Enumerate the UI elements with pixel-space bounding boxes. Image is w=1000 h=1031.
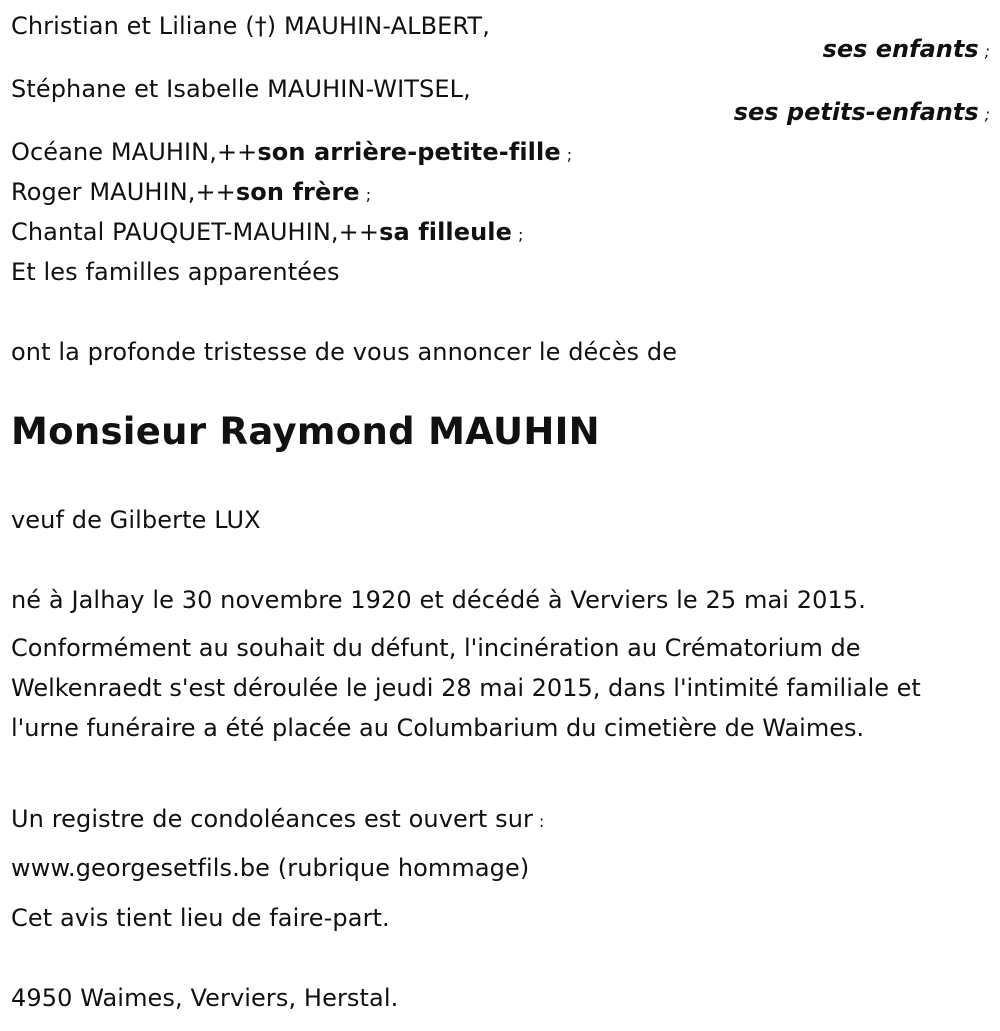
condolences-website: www.georgesetfils.be (rubrique hommage) — [11, 854, 530, 882]
birth-death-line: né à Jalhay le 30 novembre 1920 et décédé à Verviers le 25 mai 2015. — [11, 586, 866, 614]
relative-name: Roger MAUHIN,++ — [11, 178, 236, 206]
location-line: 4950 Waimes, Verviers, Herstal. — [11, 984, 399, 1012]
relative-role: son arrière-petite-fille — [257, 138, 561, 166]
families-line: Et les familles apparentées — [11, 258, 340, 286]
condolences-intro — [11, 805, 545, 836]
grandchildren-names: Stéphane et Isabelle MAUHIN-WITSEL, — [11, 75, 471, 103]
relative-line — [11, 178, 371, 209]
relative-semicolon: ; — [365, 185, 372, 204]
deceased-name: Monsieur Raymond MAUHIN — [11, 410, 600, 453]
relative-role: son frère — [235, 178, 360, 206]
relative-line — [11, 138, 572, 169]
relative-name: Chantal PAUQUET-MAUHIN,++ — [11, 218, 380, 246]
relative-name: Océane MAUHIN,++ — [11, 138, 258, 166]
announcement-text: ont la profonde tristesse de vous annoncer le décès de — [11, 338, 678, 366]
children-names: Christian et Liliane (†) MAUHIN-ALBERT, — [11, 12, 490, 40]
grandchildren-role — [734, 98, 990, 129]
cremation-paragraph: Conformément au souhait du défunt, l'incinération au Crématorium de Welkenraedt s'est déroulée le jeudi 28 mai 2015, dans l'intimité familiale et l'urne funéraire a été placée au Columbarium du cimetière de Waimes. — [11, 634, 921, 742]
relative-line — [11, 218, 524, 249]
children-role-semicolon: ; — [984, 42, 990, 61]
spouse-line: veuf de Gilberte LUX — [11, 506, 261, 534]
condolences-intro-text: Un registre de condoléances est ouvert sur — [11, 805, 534, 833]
notice-line: Cet avis tient lieu de faire-part. — [11, 904, 390, 932]
children-role — [823, 35, 990, 66]
grandchildren-role-semicolon: ; — [984, 105, 990, 124]
grandchildren-role-text: ses petits-enfants — [733, 98, 979, 126]
relative-semicolon: ; — [518, 225, 524, 244]
relative-semicolon: ; — [566, 145, 573, 164]
relative-role: sa filleule — [379, 218, 513, 246]
children-role-text: ses enfants — [822, 35, 979, 63]
condolences-colon: : — [539, 812, 545, 831]
